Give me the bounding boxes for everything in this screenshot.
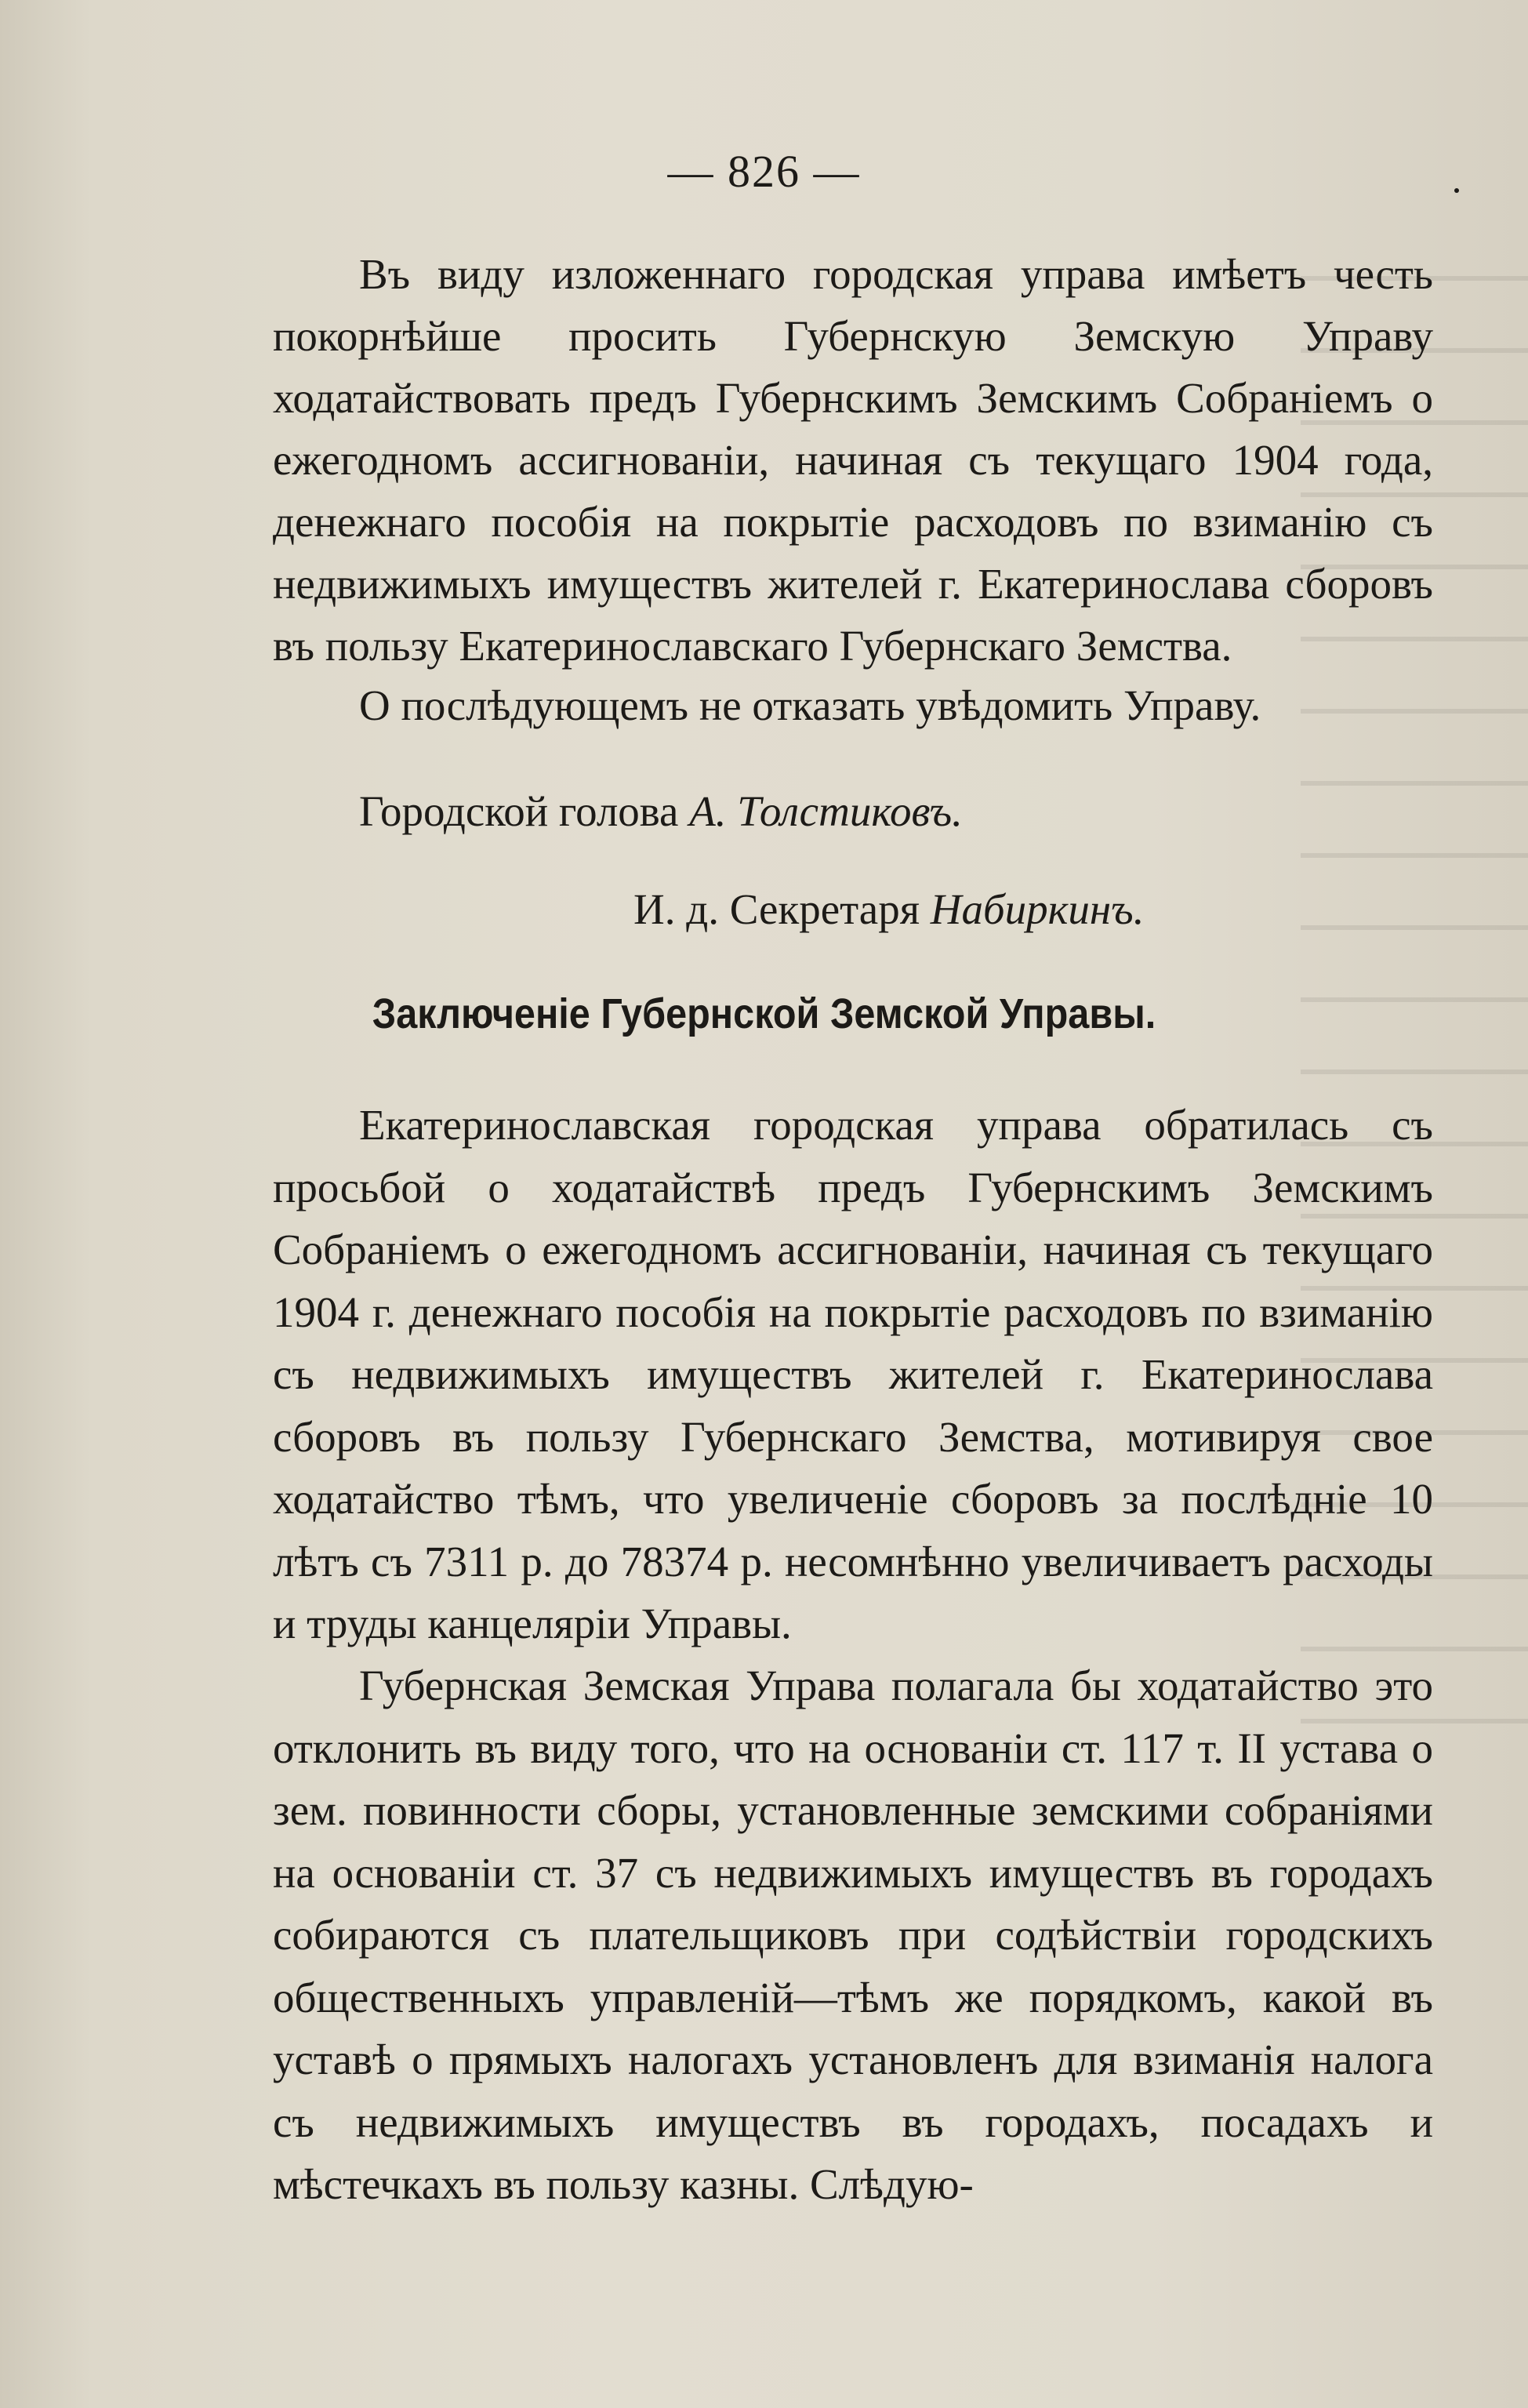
paragraph-request bbox=[273, 243, 1433, 677]
paragraph-notify-text: О послѣдующемъ не отказать увѣдомить Управу. bbox=[359, 681, 1261, 729]
signature-secretary-name: Набиркинъ. bbox=[930, 885, 1145, 933]
paragraph-opinion bbox=[273, 1654, 1433, 2216]
signature-mayor bbox=[359, 780, 963, 842]
paragraph-petition-text: Екатеринославская городская управа обратилась съ просьбой о ходатайствѣ предъ Губернскимъ Земскимъ Собраніемъ о ежегодномъ ассигнованіи, начиная съ текущаго 1904 г. денежнаго пособія на покрытіе расходовъ по взиманію съ недвижимыхъ имуществъ жителей г. Екатеринослава сборовъ въ пользу Губернскаго Земства, мотивируя свое ходатайство тѣмъ, что увеличеніе сборовъ за послѣдніе 10 лѣтъ съ 7311 р. до 78374 р. несомнѣнно увеличиваетъ расходы и труды канцеляріи Управы. bbox=[273, 1101, 1433, 1647]
paragraph-petition bbox=[273, 1094, 1433, 1655]
signature-secretary bbox=[633, 878, 1144, 940]
signature-mayor-name: А. Толстиковъ. bbox=[689, 787, 963, 835]
paragraph-opinion-text: Губернская Земская Управа полагала бы ходатайство это отклонить въ виду того, что на основаніи ст. 117 т. II устава о зем. повинности сборы, установленные земскими собраніями на основаніи ст. 37 съ недвижимыхъ имуществъ въ городахъ собираются съ плательщиковъ при содѣйствіи городскихъ общественныхъ управленій—тѣмъ же порядкомъ, какой въ уставѣ о прямыхъ налогахъ установленъ для взиманія налога съ недвижимыхъ имуществъ въ городахъ, посадахъ и мѣстечкахъ въ пользу казны. Слѣдую- bbox=[273, 1662, 1433, 2208]
paragraph-request-text: Въ виду изложеннаго городская управа имѣетъ честь покорнѣйше просить Губернскую Земскую Управу ходатайствовать предъ Губернскимъ Земскимъ Собраніемъ о ежегодномъ ассигнованіи, начиная съ текущаго 1904 года, денежнаго пособія на покрытіе расходовъ по взиманію съ недвижимыхъ имуществъ жителей г. Екатеринослава сборовъ въ пользу Екатеринославскаго Губернскаго Земства. bbox=[273, 250, 1433, 670]
signature-mayor-title: Городской голова bbox=[359, 787, 679, 835]
page-number: — 826 — bbox=[667, 146, 861, 197]
paragraph-notify bbox=[273, 674, 1433, 736]
section-heading: Заключеніе Губернской Земской Управы. bbox=[372, 990, 1156, 1037]
signature-secretary-title: И. д. Секретаря bbox=[633, 885, 920, 933]
